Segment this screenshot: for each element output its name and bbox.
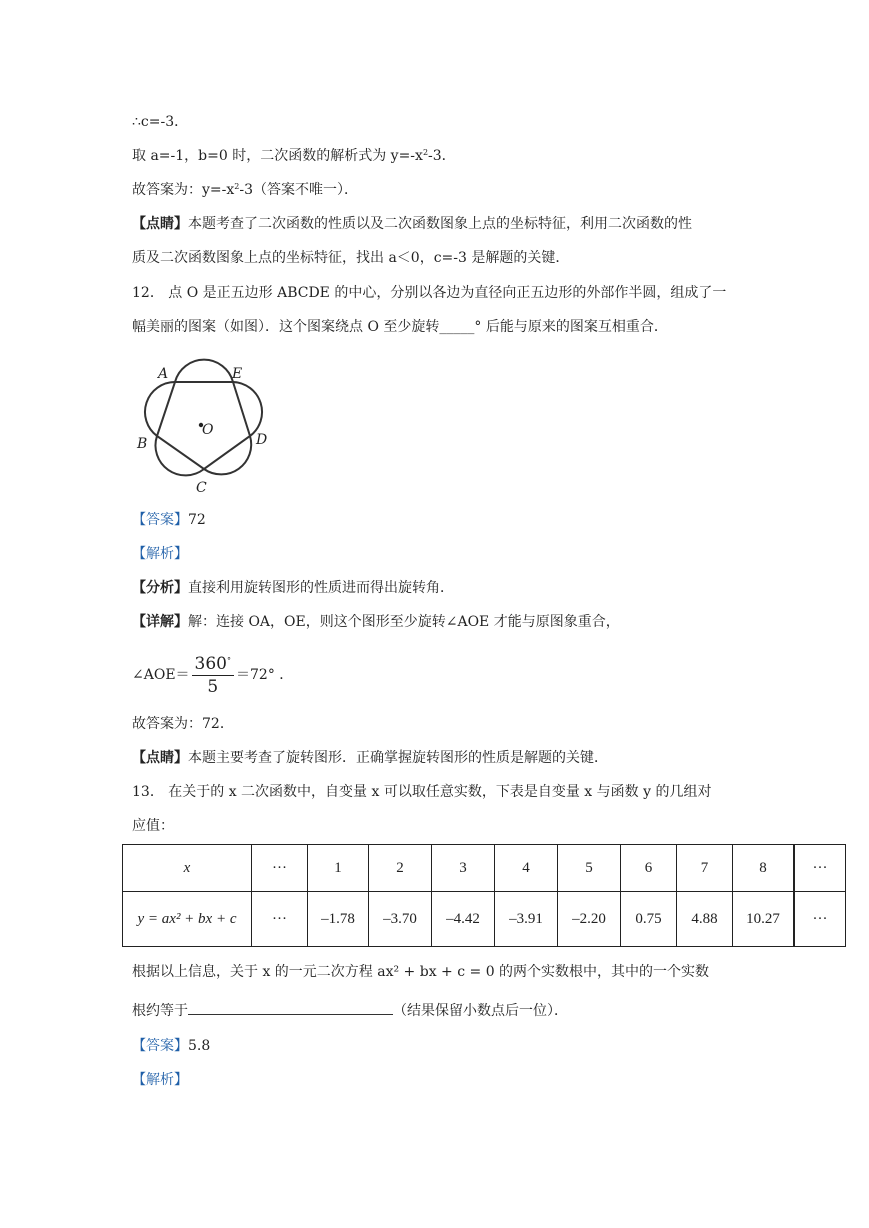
table-cell: 1 bbox=[308, 845, 369, 892]
text-span: 根约等于 bbox=[132, 1003, 188, 1019]
table-row-y bbox=[123, 892, 846, 947]
table-cell: ··· bbox=[252, 845, 308, 892]
table-cell: ··· bbox=[252, 892, 308, 947]
fraction-denominator: 5 bbox=[207, 676, 219, 697]
superscript: 2 bbox=[422, 148, 429, 157]
text-span: 取 a=-1，b=0 时，二次函数的解析式为 y=-x bbox=[132, 148, 423, 164]
label-c: C bbox=[196, 480, 207, 496]
fraction bbox=[192, 653, 234, 698]
fraction-numerator bbox=[192, 653, 234, 676]
label-e: E bbox=[232, 366, 243, 382]
table-cell: 0.75 bbox=[621, 892, 677, 947]
answer-tag: 【答案】 bbox=[132, 1038, 188, 1054]
table-cell: 6 bbox=[621, 845, 677, 892]
table-cell: 7 bbox=[677, 845, 733, 892]
table-row-x bbox=[123, 845, 846, 892]
table-cell: –3.91 bbox=[495, 892, 558, 947]
table-cell: 2 bbox=[369, 845, 432, 892]
answer-blank: _____ bbox=[439, 319, 475, 335]
table-cell: –3.70 bbox=[369, 892, 432, 947]
text-line bbox=[132, 1001, 568, 1021]
section-tag: 【分析】 bbox=[132, 580, 188, 596]
label-a: A bbox=[158, 366, 169, 382]
equation-line bbox=[132, 652, 293, 698]
question-12-line bbox=[132, 317, 668, 337]
answer-value: 5.8 bbox=[188, 1038, 211, 1054]
text-span: 解：连接 OA，OE，则这个图形至少旋转∠AOE 才能与原图象重合， bbox=[188, 614, 620, 630]
superscript: 2 bbox=[234, 182, 240, 191]
text-line bbox=[132, 180, 358, 200]
answer-line bbox=[132, 510, 206, 530]
text-span: 本题考查了二次函数的性质以及二次函数图象上点的坐标特征，利用二次函数的性 bbox=[188, 216, 692, 232]
table-header-y: y = ax² + bx + c bbox=[123, 892, 252, 947]
table-cell: –2.20 bbox=[558, 892, 621, 947]
text-span: 本题主要考查了旋转图形．正确掌握旋转图形的性质是解题的关键． bbox=[188, 750, 608, 766]
text-line bbox=[132, 578, 454, 598]
equation-right: ＝72° ． bbox=[236, 667, 294, 683]
label-d: D bbox=[256, 432, 268, 448]
answer-line bbox=[132, 1036, 210, 1056]
text-line: 根据以上信息，关于 x 的一元二次方程 ax² + bx + c = 0 的两个实数根中，其中的一个实数 bbox=[132, 964, 710, 980]
table-cell: 8 bbox=[733, 845, 795, 892]
label-o: O bbox=[202, 422, 214, 438]
label-b: B bbox=[137, 436, 148, 452]
text-line: 故答案为：72． bbox=[132, 716, 234, 732]
question-13-line: 应值： bbox=[132, 818, 174, 834]
question-12-line: 12． 点 O 是正五边形 ABCDE 的中心，分别以各边为直径向正五边形的外部作半圆，组成了一 bbox=[132, 285, 727, 301]
table-cell: ··· bbox=[794, 845, 846, 892]
answer-blank bbox=[188, 1001, 393, 1015]
answer-value: 72 bbox=[188, 512, 206, 528]
semicircle-dc bbox=[204, 436, 251, 474]
text-span: ° 后能与原来的图案互相重合． bbox=[474, 319, 668, 335]
table-cell: 4 bbox=[495, 845, 558, 892]
text-line bbox=[132, 146, 456, 166]
analysis-tag: 【解析】 bbox=[132, 1072, 188, 1088]
answer-tag: 【答案】 bbox=[132, 512, 188, 528]
text-line bbox=[132, 214, 692, 234]
section-tag: 【点睛】 bbox=[132, 750, 188, 766]
table-cell: ··· bbox=[794, 892, 846, 947]
section-tag: 【详解】 bbox=[132, 614, 188, 630]
section-tag: 【点睛】 bbox=[132, 216, 188, 232]
table-cell: 3 bbox=[432, 845, 495, 892]
text-line: ∴c=-3． bbox=[132, 114, 189, 130]
text-line: 质及二次函数图象上点的坐标特征，找出 a＜0，c=-3 是解题的关键． bbox=[132, 250, 570, 266]
text-line bbox=[132, 748, 608, 768]
question-13-line: 13． 在关于的 x 二次函数中，自变量 x 可以取任意实数，下表是自变量 x 与函数 y 的几组对 bbox=[132, 784, 712, 800]
degree-sign: ° bbox=[227, 655, 231, 665]
table-cell: 10.27 bbox=[733, 892, 795, 947]
table-cell: –4.42 bbox=[432, 892, 495, 947]
text-span: 故答案为：y=-x bbox=[132, 182, 235, 198]
equation-left: ∠AOE＝ bbox=[132, 667, 190, 683]
table-cell: 5 bbox=[558, 845, 621, 892]
text-span: -3． bbox=[428, 148, 456, 164]
analysis-tag: 【解析】 bbox=[132, 546, 188, 562]
values-table bbox=[122, 844, 846, 947]
table-cell: –1.78 bbox=[308, 892, 369, 947]
table-header-x: x bbox=[123, 845, 252, 892]
numerator-value: 360 bbox=[194, 653, 227, 674]
text-span: 直接利用旋转图形的性质进而得出旋转角． bbox=[188, 580, 454, 596]
text-line bbox=[132, 612, 620, 632]
pentagon-figure bbox=[128, 348, 278, 498]
semicircle-cb bbox=[155, 436, 204, 475]
text-span: 幅美丽的图案（如图）．这个图案绕点 O 至少旋转 bbox=[132, 319, 440, 335]
text-span: -3（答案不唯一）． bbox=[239, 182, 358, 198]
table-cell: 4.88 bbox=[677, 892, 733, 947]
text-span: （结果保留小数点后一位）． bbox=[393, 1003, 568, 1019]
semicircle-ae bbox=[175, 360, 233, 382]
